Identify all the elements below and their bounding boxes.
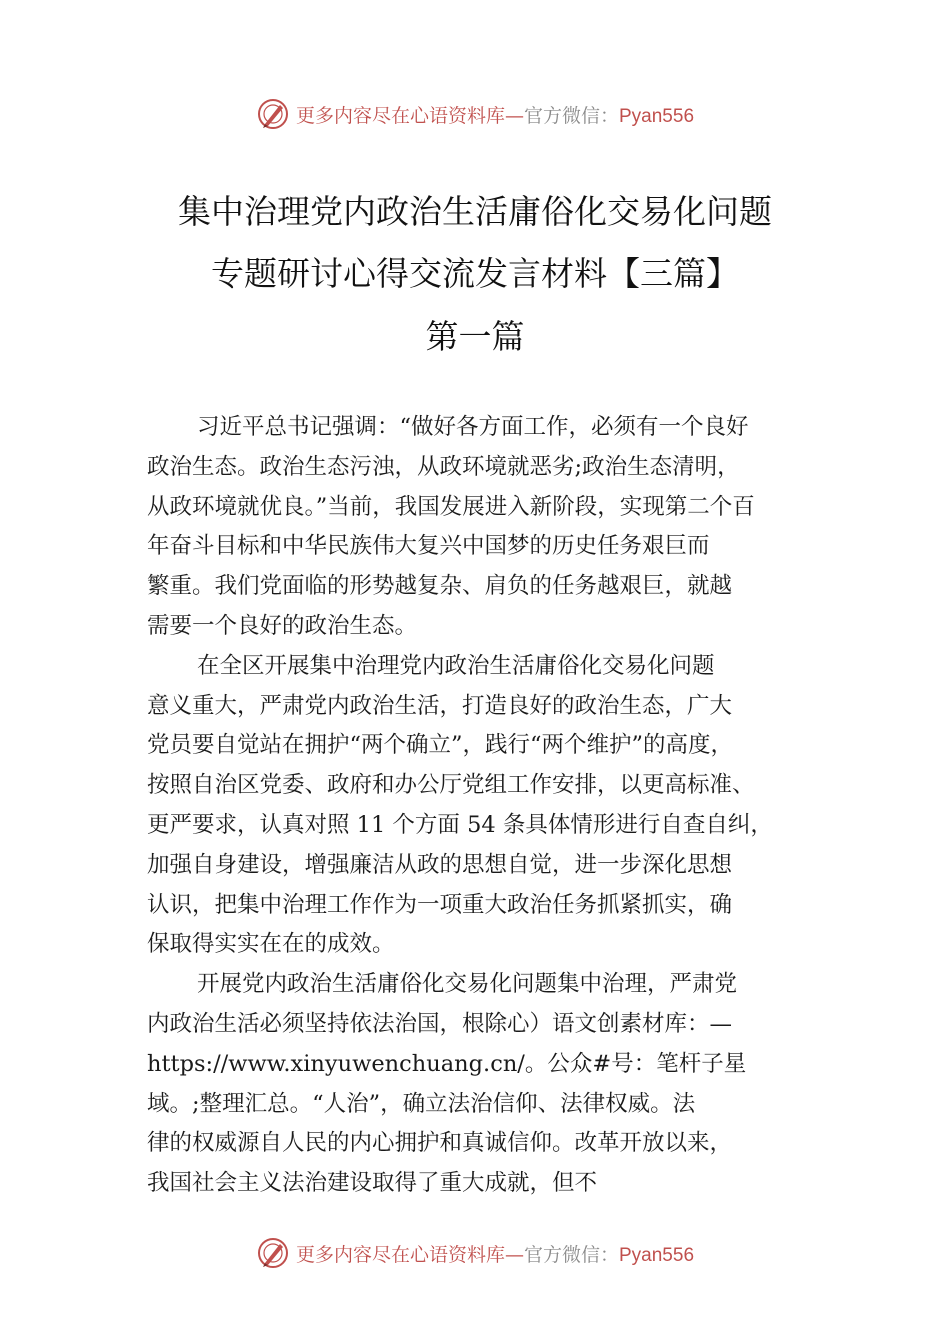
paragraph-line: 开展党内政治生活庸俗化交易化问题集中治理，严肃党 [197,971,738,998]
document-title-line-2: 专题研讨心得交流发言材料【三篇】 [211,254,739,293]
paragraph-line: 从政环境就优良。”当前，我国发展进入新阶段，实现第二个百 [147,493,755,520]
paragraph-line: 律的权威源自人民的内心拥护和真诚信仰。改革开放以来， [147,1130,733,1157]
banner-text [296,101,694,128]
paragraph-line: 党员要自觉站在拥护“两个确立”，践行“两个维护”的高度， [147,732,734,759]
paragraph-line: 在全区开展集中治理党内政治生活庸俗化交易化问题 [197,652,715,679]
banner-wechat-id: Pyan556 [619,1244,695,1266]
pen-circle-logo-icon [256,1236,290,1270]
paragraph-line: 政治生态。政治生态污浊，从政环境就恶劣;政治生态清明， [147,453,740,480]
paragraph-line: 域。;整理汇总。“人治”，确立法治信仰、法律权威。法 [147,1090,696,1117]
document-body [147,408,817,1204]
banner-wechat-id: Pyan556 [619,105,695,127]
pen-circle-logo-icon [256,97,290,131]
document-title-line-1: 集中治理党内政治生活庸俗化交易化问题 [178,192,772,231]
banner-main-text: 更多内容尽在心语资料库— [295,1243,524,1266]
paragraph-line: 内政治生活必须坚持依法治国，根除心）语文创素材库：— [147,1010,733,1037]
banner-text [296,1240,694,1267]
paragraph-line: 繁重。我们党面临的形势越复杂、肩负的任务越艰巨，就越 [147,573,733,600]
paragraph-line: 更严要求，认真对照 11 个方面 54 条具体情形进行自查自纠， [147,811,773,838]
section-heading: 第一篇 [425,317,525,356]
paragraph-line: 习近平总书记强调：“做好各方面工作，必须有一个良好 [197,414,749,440]
banner-wechat-label: 官方微信： [523,1243,619,1266]
paragraph-line: 加强自身建设，增强廉洁从政的思想自觉，进一步深化思想 [147,851,733,878]
paragraph-line: 意义重大，严肃党内政治生活，打造良好的政治生态，广大 [147,692,733,719]
paragraph-line: 年奋斗目标和中华民族伟大复兴中国梦的历史任务艰巨而 [147,533,710,560]
header-banner [0,94,950,134]
paragraph-line: 按照自治区党委、政府和办公厅党组工作安排，以更高标准、 [147,772,755,799]
paragraph-line: 认识，把集中治理工作作为一项重大政治任务抓紧抓实，确 [147,891,733,918]
banner-main-text: 更多内容尽在心语资料库— [295,104,524,127]
paragraph-line-url: https://www.xinyuwenchuang.cn/。公众#号：笔杆子星 [147,1050,747,1077]
footer-banner [0,1233,950,1273]
banner-wechat-label: 官方微信： [523,104,619,127]
paragraph-line: 保取得实实在在的成效。 [147,931,395,958]
paragraph-line: 需要一个良好的政治生态。 [147,612,418,639]
paragraph-line: 我国社会主义法治建设取得了重大成就，但不 [147,1170,598,1197]
